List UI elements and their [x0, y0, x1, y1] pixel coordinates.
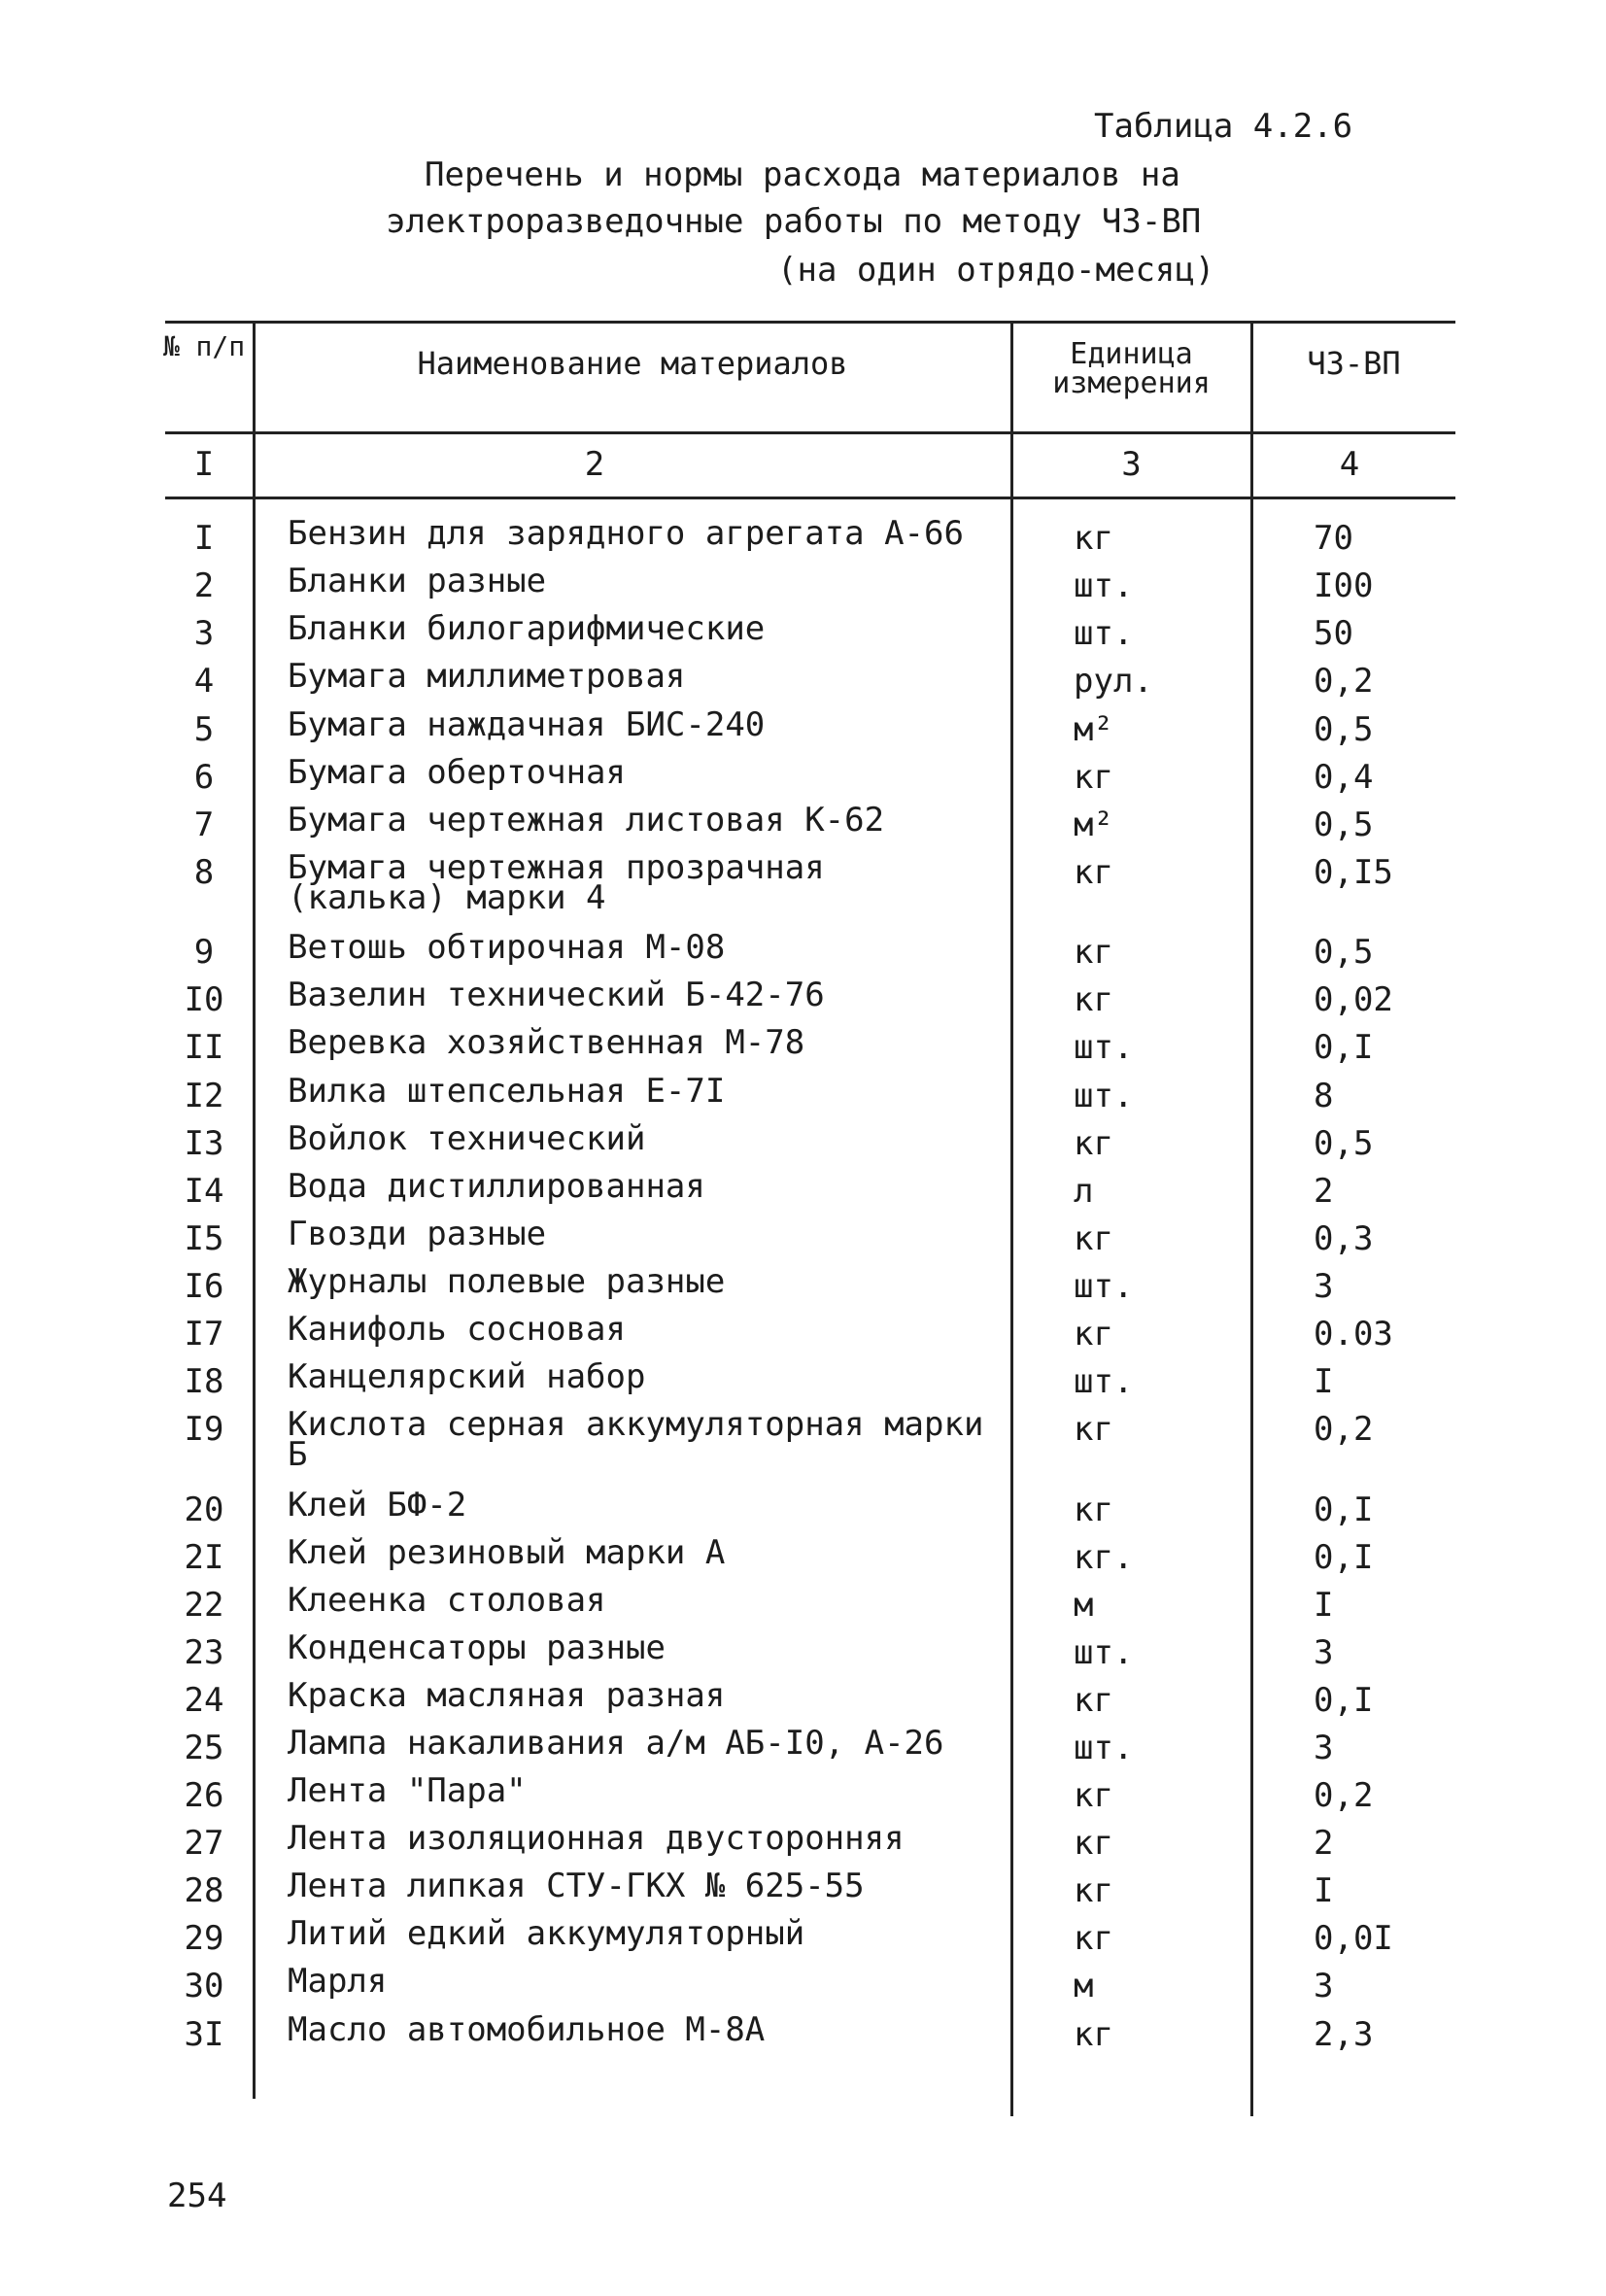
- column-header-norm: ЧЗ-ВП: [1307, 345, 1401, 382]
- norm-value: 0,I: [1314, 1028, 1374, 1067]
- norm-value: 2: [1314, 1172, 1334, 1211]
- unit-of-measure: кг.: [1074, 1538, 1134, 1577]
- table-title-line-2: электроразведочные работы по методу ЧЗ-ВП: [386, 202, 1202, 241]
- unit-of-measure: шт.: [1074, 1729, 1134, 1767]
- row-number: 3I: [184, 2015, 224, 2054]
- norm-value: 0,I5: [1314, 853, 1393, 892]
- unit-of-measure: м: [1074, 1967, 1094, 2005]
- column-number-1: I: [193, 445, 215, 484]
- table-column-number-rule: [165, 497, 1455, 499]
- table-title-line-3: (на один отрядо-месяц): [777, 251, 1215, 290]
- row-number: I3: [184, 1124, 224, 1163]
- norm-value: I: [1314, 1362, 1334, 1401]
- unit-of-measure: кг: [1074, 853, 1113, 892]
- material-name: Лента липкая СТУ-ГКХ № 625-55: [288, 1867, 865, 1905]
- material-name: Литий едкий аккумуляторный: [288, 1914, 805, 1953]
- row-number: 2: [193, 566, 215, 605]
- material-name: Бумага оберточная: [288, 753, 626, 792]
- unit-of-measure: м²: [1074, 710, 1113, 749]
- unit-of-measure: шт.: [1074, 1028, 1134, 1067]
- norm-value: 0.03: [1314, 1315, 1393, 1354]
- row-number: II: [184, 1028, 224, 1067]
- material-name: Веревка хозяйственная М-78: [288, 1023, 805, 1062]
- material-name: Ветошь обтирочная М-08: [288, 928, 726, 967]
- material-name: Лента "Пара": [288, 1771, 527, 1810]
- unit-of-measure: кг: [1074, 1871, 1113, 1910]
- page-number: 254: [167, 2176, 227, 2215]
- norm-value: 0,I: [1314, 1681, 1374, 1720]
- row-number: 27: [184, 1824, 224, 1863]
- unit-of-measure: кг: [1074, 933, 1113, 972]
- material-name: Бумага чертежная прозрачная (калька) марки 4: [288, 848, 825, 917]
- material-name: Клей резиновый марки А: [288, 1533, 726, 1572]
- column-divider-3: [1250, 321, 1253, 2116]
- material-name: Клеенка столовая: [288, 1581, 606, 1620]
- table-title-line-1: Перечень и нормы расхода материалов на: [425, 155, 1180, 194]
- row-number: 20: [184, 1491, 224, 1529]
- column-number-3: 3: [1121, 445, 1142, 484]
- column-number-2: 2: [584, 445, 605, 484]
- unit-of-measure: кг: [1074, 519, 1113, 558]
- norm-value: 0,2: [1314, 662, 1374, 701]
- material-name: Канифоль сосновая: [288, 1310, 626, 1349]
- material-name: Вилка штепсельная Е-7I: [288, 1072, 726, 1111]
- norm-value: 0,02: [1314, 980, 1393, 1019]
- unit-of-measure: шт.: [1074, 566, 1134, 605]
- unit-of-measure: м²: [1074, 805, 1113, 844]
- row-number: I4: [184, 1172, 224, 1211]
- row-number: 9: [193, 933, 215, 972]
- material-name: Вазелин технический Б-42-76: [288, 976, 825, 1014]
- norm-value: 0,2: [1314, 1410, 1374, 1449]
- row-number: I7: [184, 1315, 224, 1354]
- row-number: 28: [184, 1871, 224, 1910]
- row-number: 30: [184, 1967, 224, 2005]
- unit-of-measure: рул.: [1074, 662, 1153, 701]
- row-number: 22: [184, 1586, 224, 1625]
- column-header-number: № п/п: [162, 330, 246, 362]
- unit-of-measure: кг: [1074, 1824, 1113, 1863]
- material-name: Бумага чертежная листовая К-62: [288, 801, 885, 840]
- column-number-4: 4: [1339, 445, 1360, 484]
- unit-of-measure: шт.: [1074, 614, 1134, 653]
- material-name: Марля: [288, 1962, 388, 2001]
- column-divider-2: [1010, 321, 1013, 2116]
- row-number: 29: [184, 1919, 224, 1958]
- row-number: 26: [184, 1776, 224, 1815]
- column-divider-1: [253, 321, 256, 2099]
- unit-of-measure: кг: [1074, 1315, 1113, 1354]
- norm-value: 2: [1314, 1824, 1334, 1863]
- unit-of-measure: кг: [1074, 980, 1113, 1019]
- material-name: Бензин для зарядного агрегата А-66: [288, 514, 964, 553]
- material-name: Краска масляная разная: [288, 1676, 726, 1715]
- material-name: Бланки разные: [288, 562, 547, 600]
- norm-value: I: [1314, 1586, 1334, 1625]
- norm-value: 50: [1314, 614, 1353, 653]
- material-name: Лампа накаливания а/м АБ-I0, А-26: [288, 1724, 944, 1763]
- unit-of-measure: м: [1074, 1586, 1094, 1625]
- norm-value: 0,4: [1314, 758, 1374, 797]
- norm-value: 3: [1314, 1729, 1334, 1767]
- material-name: Журналы полевые разные: [288, 1262, 726, 1301]
- row-number: 2I: [184, 1538, 224, 1577]
- material-name: Конденсаторы разные: [288, 1628, 666, 1667]
- norm-value: 8: [1314, 1077, 1334, 1115]
- unit-of-measure: кг: [1074, 1681, 1113, 1720]
- row-number: 3: [193, 614, 215, 653]
- material-name: Бланки билогарифмические: [288, 609, 766, 648]
- norm-value: 0,5: [1314, 1124, 1374, 1163]
- norm-value: 0,3: [1314, 1219, 1374, 1258]
- norm-value: 0,I: [1314, 1538, 1374, 1577]
- unit-of-measure: шт.: [1074, 1267, 1134, 1306]
- norm-value: 3: [1314, 1967, 1334, 2005]
- material-name: Масло автомобильное М-8А: [288, 2010, 766, 2049]
- material-name: Канцелярский набор: [288, 1357, 646, 1396]
- unit-of-measure: кг: [1074, 1491, 1113, 1529]
- norm-value: 3: [1314, 1633, 1334, 1672]
- unit-of-measure: кг: [1074, 1919, 1113, 1958]
- unit-of-measure: кг: [1074, 758, 1113, 797]
- material-name: Бумага миллиметровая: [288, 657, 686, 696]
- norm-value: I: [1314, 1871, 1334, 1910]
- norm-value: 0,I: [1314, 1491, 1374, 1529]
- row-number: 24: [184, 1681, 224, 1720]
- row-number: I9: [184, 1410, 224, 1449]
- row-number: 8: [193, 853, 215, 892]
- norm-value: 0,2: [1314, 1776, 1374, 1815]
- material-name: Вода дистиллированная: [288, 1167, 705, 1206]
- row-number: 23: [184, 1633, 224, 1672]
- norm-value: 0,5: [1314, 933, 1374, 972]
- table-reference: Таблица 4.2.6: [1094, 107, 1353, 146]
- unit-of-measure: кг: [1074, 1410, 1113, 1449]
- row-number: 4: [193, 662, 215, 701]
- row-number: I5: [184, 1219, 224, 1258]
- row-number: 6: [193, 758, 215, 797]
- row-number: I2: [184, 1077, 224, 1115]
- unit-of-measure: кг: [1074, 2015, 1113, 2054]
- row-number: 7: [193, 805, 215, 844]
- unit-of-measure: кг: [1074, 1219, 1113, 1258]
- norm-value: 0,5: [1314, 805, 1374, 844]
- table-top-rule: [165, 321, 1455, 324]
- table-header-rule: [165, 431, 1455, 434]
- norm-value: 0,0I: [1314, 1919, 1393, 1958]
- row-number: 25: [184, 1729, 224, 1767]
- unit-of-measure: л: [1074, 1172, 1094, 1211]
- row-number: I6: [184, 1267, 224, 1306]
- unit-of-measure: кг: [1074, 1124, 1113, 1163]
- norm-value: 0,5: [1314, 710, 1374, 749]
- row-number: I8: [184, 1362, 224, 1401]
- norm-value: I00: [1314, 566, 1374, 605]
- norm-value: 2,3: [1314, 2015, 1374, 2054]
- column-header-unit: Единица измерения: [1052, 337, 1211, 400]
- norm-value: 70: [1314, 519, 1353, 558]
- row-number: I: [193, 519, 215, 558]
- row-number: 5: [193, 710, 215, 749]
- material-name: Кислота серная аккумуляторная марки Б: [288, 1405, 984, 1474]
- unit-of-measure: шт.: [1074, 1633, 1134, 1672]
- material-name: Гвозди разные: [288, 1215, 547, 1253]
- material-name: Бумага наждачная БИС-240: [288, 705, 766, 744]
- row-number: I0: [184, 980, 224, 1019]
- column-header-name: Наименование материалов: [417, 345, 848, 382]
- material-name: Войлок технический: [288, 1119, 646, 1158]
- material-name: Клей БФ-2: [288, 1486, 467, 1525]
- unit-of-measure: шт.: [1074, 1362, 1134, 1401]
- unit-of-measure: шт.: [1074, 1077, 1134, 1115]
- norm-value: 3: [1314, 1267, 1334, 1306]
- material-name: Лента изоляционная двусторонняя: [288, 1819, 905, 1858]
- unit-of-measure: кг: [1074, 1776, 1113, 1815]
